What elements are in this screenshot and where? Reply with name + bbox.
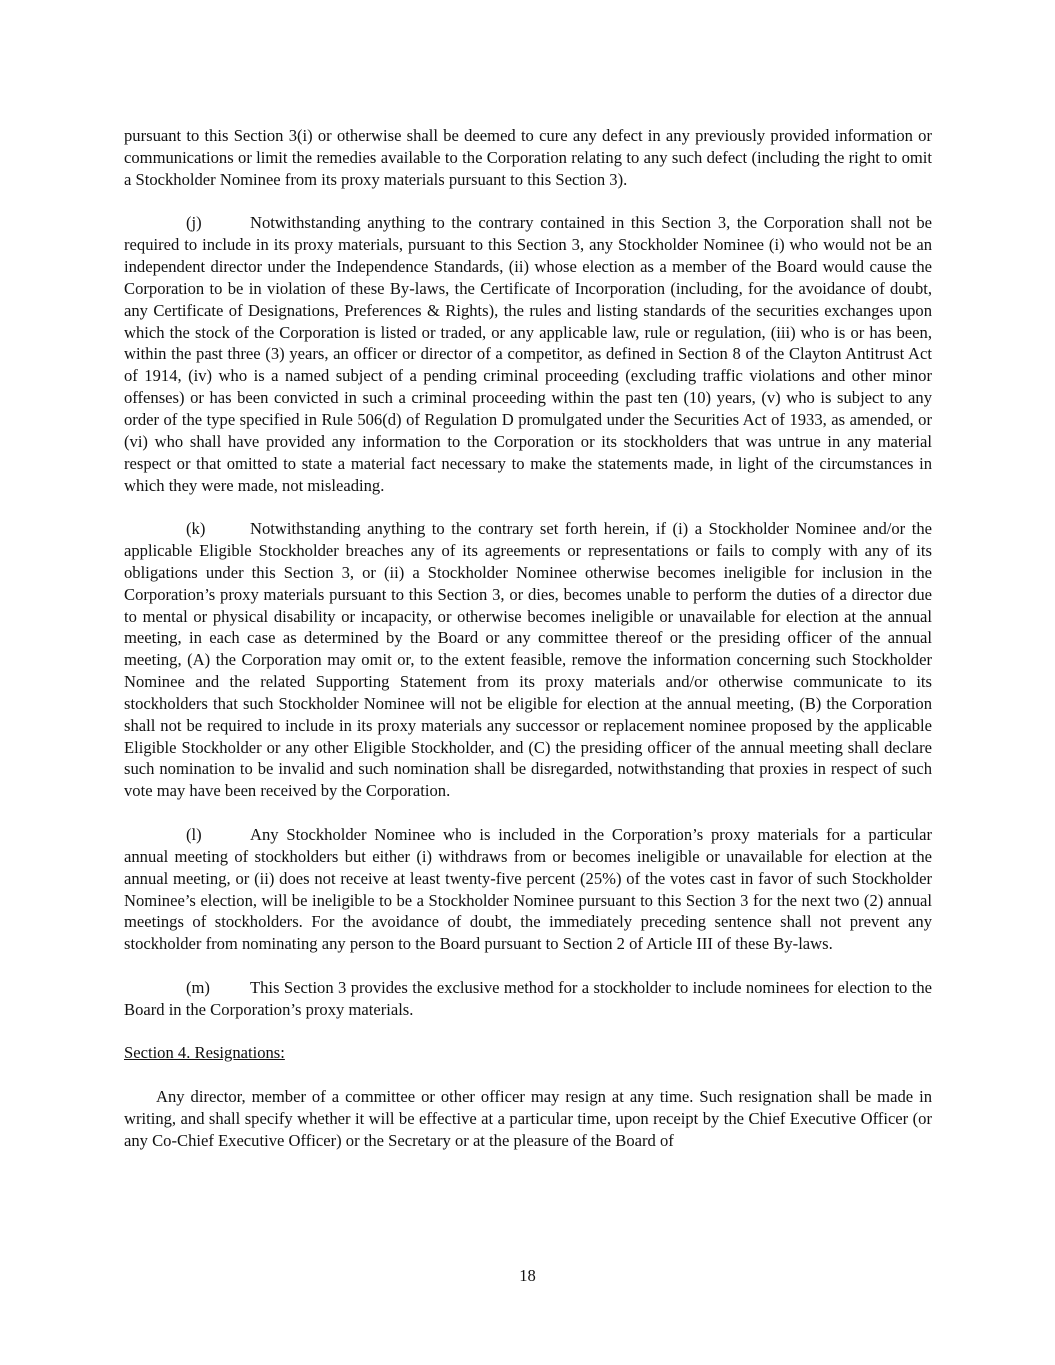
paragraph-l xyxy=(124,824,932,955)
page-number: 18 xyxy=(519,1266,536,1285)
paragraph-label-k: (k) xyxy=(186,519,206,539)
paragraph-j xyxy=(124,212,932,496)
paragraph-text-m: This Section 3 provides the exclusive method for a stockholder to include nominees for election to the Board in the Corporation’s proxy materials. xyxy=(124,977,932,1019)
section-heading: Section 4. Resignations: xyxy=(124,1043,285,1063)
paragraph-label-m: (m) xyxy=(186,977,210,997)
continuation-paragraph: pursuant to this Section 3(i) or otherwise shall be deemed to cure any defect in any previously provided information or communications or limit the remedies available to the Corporation relating to any such defect (including the right to omit a Stockholder Nominee from its proxy materials pursuant to this Section 3). xyxy=(124,126,932,189)
document-body xyxy=(124,125,932,1174)
paragraph-label-j: (j) xyxy=(186,213,202,233)
paragraph-text-l: Any Stockholder Nominee who is included in the Corporation’s proxy materials for a particular annual meeting of stockholders but either (i) withdraws from or becomes ineligible or unavailable for election at the annual meeting, or (ii) does not receive at least twenty-five percent (25%) of the votes cast in favor of such Stockholder Nominee’s election, will be ineligible to be a Stockholder Nominee pursuant to this Section 3 for the next two (2) annual meetings of stockholders. For the avoidance of doubt, the immediately preceding sentence shall not prevent any stockholder from nominating any person to the Board pursuant to Section 2 of Article III of these By-laws. xyxy=(124,825,932,954)
paragraph-k xyxy=(124,518,932,802)
paragraph-text-k: Notwithstanding anything to the contrary set forth herein, if (i) a Stockholder Nominee and/or the applicable Eligible Stockholder breaches any of its agreements or representations or fails to comply with any of its obligations under this Section 3, or (ii) a Stockholder Nominee otherwise becomes ineligible for inclusion in the Corporation’s proxy materials pursuant to this Section 3, or dies, becomes unable to perform the duties of a director due to mental or physical disability or incapacity, or otherwise becomes ineligible or unavailable for election at the annual meeting, in each case as determined by the Board or any committee thereof or the presiding officer of the annual meeting, (A) the Corporation may omit or, to the extent feasible, remove the information concerning such Stockholder Nominee and the related Supporting Statement from its proxy materials and/or otherwise communicate to its stockholders that such Stockholder Nominee will not be eligible for election at the annual meeting, (B) the Corporation shall not be required to include in its proxy materials any successor or replacement nominee proposed by the applicable Eligible Stockholder or any other Eligible Stockholder, and (C) the presiding officer of the annual meeting shall declare such nomination to be invalid and such nomination shall be disregarded, notwithstanding that proxies in respect of such vote may have been received by the Corporation. xyxy=(124,519,932,801)
paragraph-text-j: Notwithstanding anything to the contrary contained in this Section 3, the Corporation shall not be required to include in its proxy materials, pursuant to this Section 3, any Stockholder Nominee (i) who would not be an independent director under the Independence Standards, (ii) whose election as a member of the Board would cause the Corporation to be in violation of these By-laws, the Certificate of Incorporation (including, for the avoidance of doubt, any Certificate of Designations, Preferences & Rights), the rules and listing standards of the securities exchanges upon which the stock of the Corporation is listed or traded, or any applicable law, rule or regulation, (iii) who is or has been, within the past three (3) years, an officer or director of a competitor, as defined in Section 8 of the Clayton Antitrust Act of 1914, (iv) who is a named subject of a pending criminal proceeding (excluding traffic violations and other minor offenses) or has been convicted in such a criminal proceeding within the past ten (10) years, (v) who is subject to any order of the type specified in Rule 506(d) of Regulation D promulgated under the Securities Act of 1933, as amended, or (vi) who shall have provided any information to the Corporation or its stockholders that was untrue in any material respect or that omitted to state a material fact necessary to make the statements made, in light of the circumstances in which they were made, not misleading. xyxy=(124,213,932,495)
paragraph-label-l: (l) xyxy=(186,825,202,844)
paragraph-m xyxy=(124,977,932,1021)
resignation-paragraph: Any director, member of a committee or other officer may resign at any time. Such resignation shall be made in writing, and shall specify whether it will be effective at a particular time, upon receipt by the Chief Executive Officer (or any Co-Chief Executive Officer) or the Secretary or at the pleasure of the Board of xyxy=(124,1087,932,1150)
